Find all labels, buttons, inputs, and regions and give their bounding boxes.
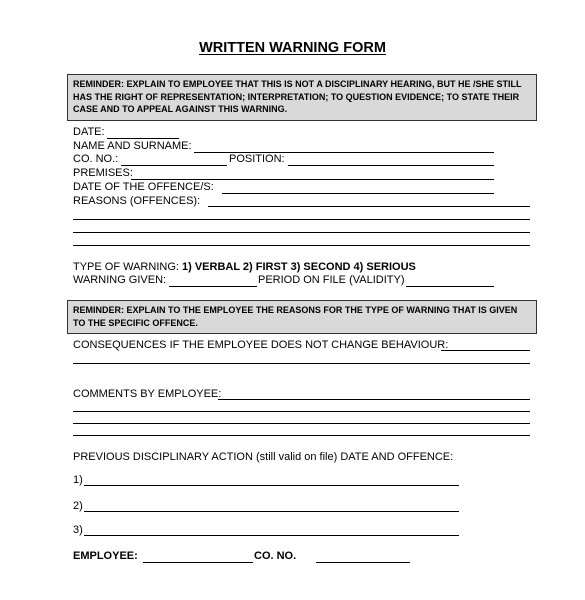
- name-surname-label: NAME AND SURNAME:: [73, 140, 192, 152]
- previous-item-field[interactable]: [84, 485, 459, 486]
- warning-type-row: [73, 261, 416, 274]
- previous-item-label: 2): [73, 500, 83, 512]
- position-field[interactable]: [288, 165, 494, 166]
- comments-line-4[interactable]: [73, 435, 530, 436]
- reminder-box-representation: REMINDER: EXPLAIN TO EMPLOYEE THAT THIS IS NOT A DISCIPLINARY HEARING, BUT HE /SHE STILL HAS THE RIGHT OF REPRESENTATION; INTERPRETATION; TO QUESTION EVIDENCE; TO STATE THEIR CASE AND TO APPEAL AGAINST THIS WARNING.: [67, 74, 537, 121]
- co-no-label: CO. NO.:: [73, 153, 119, 165]
- position-label: POSITION:: [229, 153, 285, 165]
- reasons-line-3[interactable]: [73, 232, 530, 233]
- comments-label: COMMENTS BY EMPLOYEE:: [73, 388, 222, 400]
- co-no-field[interactable]: [121, 165, 227, 166]
- offence-date-field[interactable]: [222, 193, 494, 194]
- comments-field[interactable]: [218, 399, 530, 400]
- previous-action-label: PREVIOUS DISCIPLINARY ACTION (still valid on file) DATE AND OFFENCE:: [73, 451, 454, 463]
- warning-given-field[interactable]: [169, 286, 257, 287]
- reasons-line-4[interactable]: [73, 245, 530, 246]
- warning-type-label: TYPE OF WARNING:: [73, 261, 179, 273]
- footer-co-no-label: CO. NO.: [254, 550, 297, 562]
- offence-date-label: DATE OF THE OFFENCE/S:: [73, 181, 214, 193]
- consequences-line-2[interactable]: [73, 363, 530, 364]
- premises-field[interactable]: [131, 179, 494, 180]
- employee-field[interactable]: [143, 562, 253, 563]
- previous-item-label: 3): [73, 524, 83, 536]
- comments-line-3[interactable]: [73, 423, 530, 424]
- previous-item-field[interactable]: [84, 535, 459, 536]
- premises-label: PREMISES:: [73, 167, 133, 179]
- reasons-field[interactable]: [208, 206, 530, 207]
- date-label: DATE:: [73, 126, 105, 138]
- warning-type-options: 1) VERBAL 2) FIRST 3) SECOND 4) SERIOUS: [182, 261, 416, 273]
- warning-given-label: WARNING GIVEN:: [73, 274, 167, 286]
- form-title: WRITTEN WARNING FORM: [199, 40, 386, 56]
- reasons-line-2[interactable]: [73, 219, 530, 220]
- employee-label: EMPLOYEE:: [73, 550, 138, 562]
- period-on-file-field[interactable]: [406, 286, 494, 287]
- date-field[interactable]: [107, 138, 179, 139]
- previous-item-label: 1): [73, 474, 83, 486]
- period-on-file-label: PERIOD ON FILE (VALIDITY): [258, 274, 405, 286]
- comments-line-2[interactable]: [73, 411, 530, 412]
- consequences-field[interactable]: [441, 350, 530, 351]
- previous-item-field[interactable]: [84, 511, 459, 512]
- reasons-label: REASONS (OFFENCES):: [73, 195, 201, 207]
- consequences-label: CONSEQUENCES IF THE EMPLOYEE DOES NOT CHANGE BEHAVIOUR:: [73, 339, 449, 351]
- reminder-box-reasons: REMINDER: EXPLAIN TO THE EMPLOYEE THE REASONS FOR THE TYPE OF WARNING THAT IS GIVEN TO THE SPECIFIC OFFENCE.: [67, 300, 537, 334]
- footer-co-no-field[interactable]: [316, 562, 410, 563]
